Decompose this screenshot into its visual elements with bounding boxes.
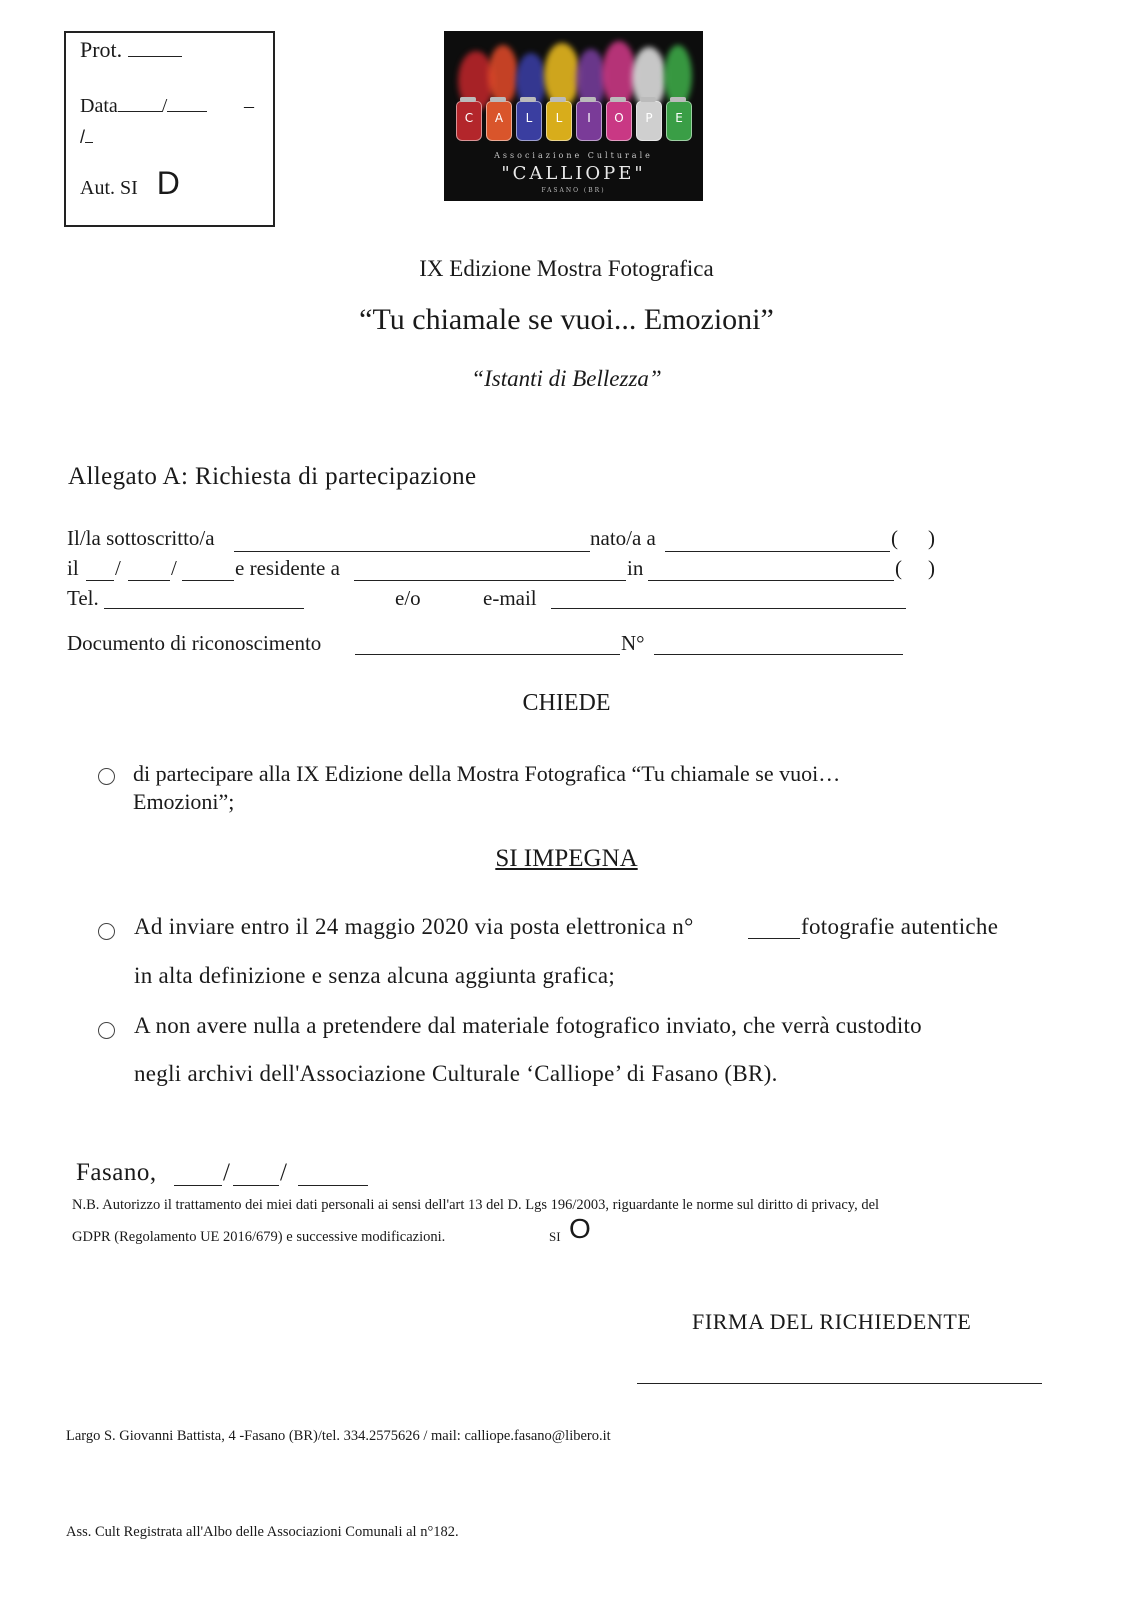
sign-day-field[interactable] — [174, 1185, 222, 1186]
jar-letter-3: L — [525, 111, 533, 125]
data-year-blank[interactable] — [85, 141, 93, 143]
sign-month-field[interactable] — [233, 1185, 279, 1186]
prot-blank[interactable] — [128, 55, 182, 57]
no-claims-text-line1: A non avere nulla a pretendere dal materiale fotografico inviato, che verrà custodito — [134, 1013, 922, 1038]
calliope-logo — [444, 31, 703, 201]
privacy-note-line2: GDPR (Regolamento UE 2016/679) e successive modificazioni. — [72, 1229, 446, 1245]
name-field[interactable] — [234, 551, 590, 552]
birth-month-field[interactable] — [128, 580, 170, 581]
send-photos-text-b: fotografie autentiche — [801, 914, 999, 939]
residence-city-field[interactable] — [354, 580, 626, 581]
participate-text-line1: di partecipare alla IX Edizione della Mostra Fotografica “Tu chiamale se vuoi… — [133, 761, 841, 786]
send-photos-text-a: Ad inviare entro il 24 maggio 2020 via posta elettronica n° — [134, 914, 694, 939]
privacy-consent-checkbox[interactable]: O — [569, 1213, 591, 1244]
jar-letter-1: C — [464, 111, 474, 125]
sign-date-sep-2: / — [280, 1159, 287, 1186]
birth-year-field[interactable] — [182, 580, 234, 581]
form-heading: Allegato A: Richiesta di partecipazione — [68, 463, 477, 490]
document-number-label: N° — [621, 631, 645, 655]
jar-letter-6: O — [614, 111, 624, 125]
residence-province-open: ( — [895, 556, 902, 580]
signature-line[interactable] — [637, 1383, 1042, 1384]
send-photos-radio[interactable] — [98, 923, 115, 940]
jar-letter-4: L — [555, 111, 563, 125]
birth-province-close: ) — [928, 526, 935, 550]
logo-place: FASANO (BR) — [541, 187, 606, 194]
logo-name: "CALLIOPE" — [501, 163, 646, 184]
document-type-field[interactable] — [355, 654, 620, 655]
aut-field — [80, 165, 180, 202]
residence-address-field[interactable] — [648, 580, 894, 581]
aut-label: Aut. SI — [80, 177, 138, 199]
footer-registration: Ass. Cult Registrata all'Albo delle Associazioni Comunali al n°182. — [66, 1524, 459, 1540]
jar-letter-5: I — [587, 111, 591, 125]
tel-label: Tel. — [67, 586, 99, 610]
data-sep-2: / — [80, 127, 86, 147]
protocol-box — [64, 31, 275, 227]
birth-date-sep-2: / — [171, 556, 177, 580]
email-field[interactable] — [551, 608, 906, 609]
birthplace-field[interactable] — [665, 551, 890, 552]
place-date-label: Fasano, — [76, 1159, 157, 1186]
data-sep-1: / — [161, 95, 168, 117]
tel-field[interactable] — [104, 608, 304, 609]
no-claims-text-line2: negli archivi dell'Associazione Culturale ‘Calliope’ di Fasano (BR). — [134, 1061, 778, 1086]
edition-title: IX Edizione Mostra Fotografica — [419, 256, 714, 281]
email-label: e-mail — [483, 586, 537, 610]
participate-text-line2: Emozioni”; — [133, 789, 235, 814]
privacy-note-line1: N.B. Autorizzo il trattamento dei miei dati personali ai sensi dell'art 13 del D. Lgs 196/2003, riguardante le norme sul diritto di privacy, del — [72, 1197, 880, 1213]
prot-field — [80, 37, 182, 63]
sottoscritto-label: Il/la sottoscritto/a — [67, 526, 215, 550]
logo-association: Associazione Culturale — [494, 151, 653, 160]
send-photos-text-line2: in alta definizione e senza alcuna aggiunta grafica; — [134, 963, 616, 988]
data-dash: – — [244, 95, 254, 117]
data-field — [80, 95, 207, 118]
eo-label: e/o — [395, 586, 421, 610]
sign-year-field[interactable] — [298, 1185, 368, 1186]
photo-count-field[interactable] — [748, 938, 800, 939]
chiede-heading: CHIEDE — [522, 690, 611, 716]
residente-label: e residente a — [235, 556, 340, 580]
exhibition-title: “Tu chiamale se vuoi... Emozioni” — [359, 303, 774, 336]
signature-label: FIRMA DEL RICHIEDENTE — [692, 1309, 972, 1334]
jar-letter-8: E — [675, 111, 683, 125]
participate-radio[interactable] — [98, 768, 115, 785]
birth-day-field[interactable] — [86, 580, 114, 581]
jar-letter-2: A — [494, 111, 504, 125]
no-claims-radio[interactable] — [98, 1022, 115, 1039]
aut-checkbox[interactable]: D — [156, 165, 180, 201]
documento-label: Documento di riconoscimento — [67, 631, 322, 655]
prot-label: Prot. — [80, 37, 123, 62]
data-month-blank[interactable] — [167, 110, 207, 112]
birth-date-sep-1: / — [115, 556, 121, 580]
sign-date-sep-1: / — [223, 1159, 230, 1186]
exhibition-subtitle: “Istanti di Bellezza” — [471, 366, 662, 391]
privacy-si-label: SI — [549, 1229, 561, 1244]
data-label: Data — [80, 95, 118, 117]
il-label: il — [67, 556, 79, 580]
footer-address: Largo S. Giovanni Battista, 4 -Fasano (BR)/tel. 334.2575626 / mail: calliope.fasano@libero.it — [66, 1428, 611, 1444]
impegna-heading: SI IMPEGNA — [495, 845, 638, 872]
jar-letter-7: P — [645, 111, 653, 125]
in-label: in — [627, 556, 644, 580]
data-day-blank[interactable] — [118, 110, 162, 112]
data-year-field — [80, 127, 93, 148]
nato-label: nato/a a — [590, 526, 656, 550]
document-number-field[interactable] — [654, 654, 903, 655]
birth-province-open: ( — [891, 526, 898, 550]
residence-province-close: ) — [928, 556, 935, 580]
